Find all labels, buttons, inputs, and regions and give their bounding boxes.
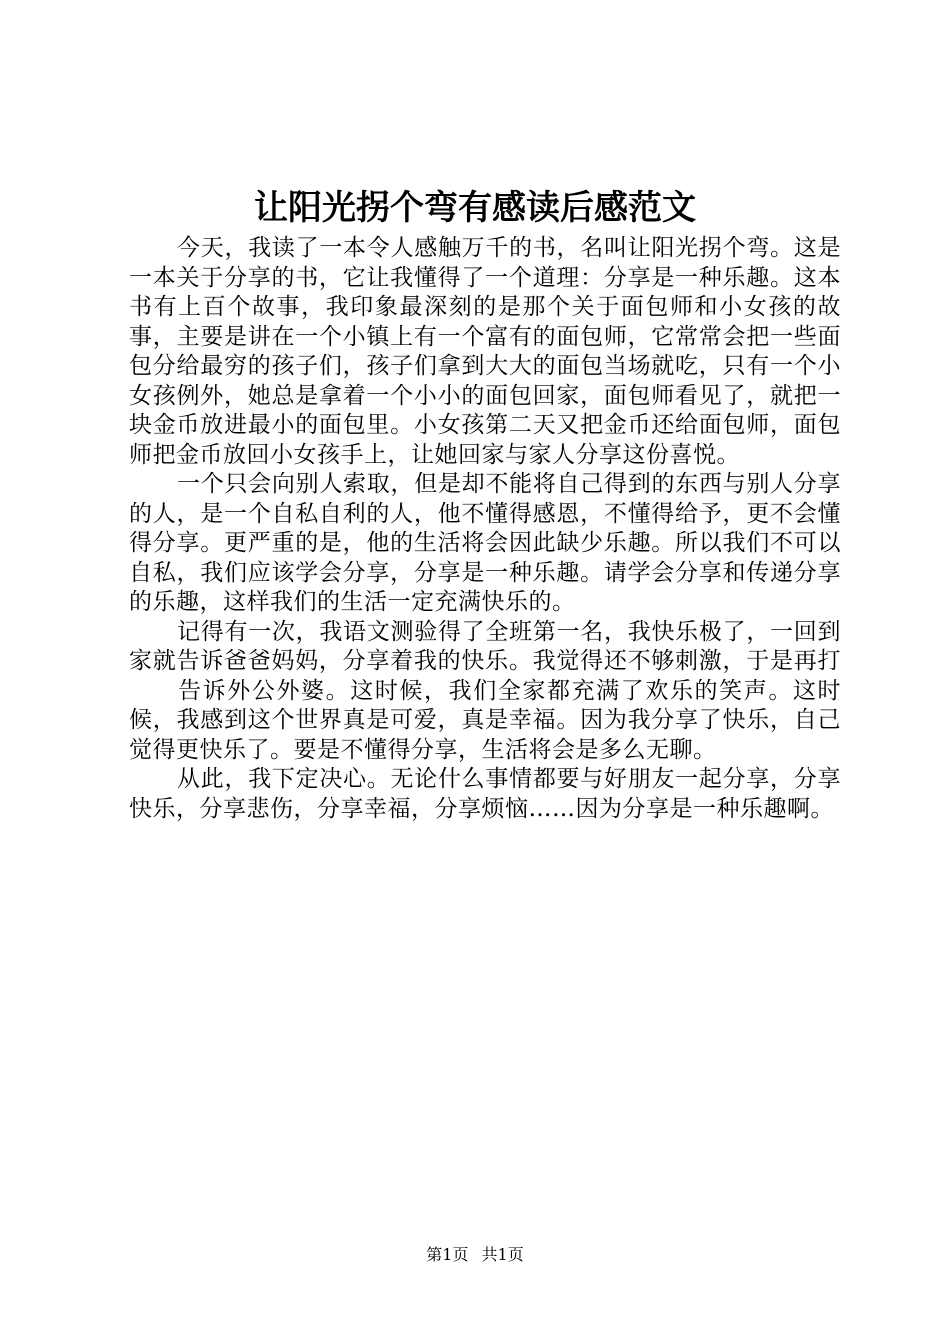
document-title: 让阳光拐个弯有感读后感范文 (254, 188, 696, 228)
paragraph-3-part-2: 告诉外公外婆。这时候，我们全家都充满了欢乐的笑声。这时候，我感到这个世界真是可爱，真是幸福。因为我分享了快乐，自己觉得更快乐了。要是不懂得分享，生活将会是多么无聊。 (129, 677, 841, 763)
page-total: 共1页 (481, 1245, 524, 1264)
page-footer (0, 1243, 950, 1267)
paragraph-1: 今天，我读了一本令人感触万千的书，名叫让阳光拐个弯。这是一本关于分享的书，它让我懂得了一个道理：分享是一种乐趣。这本书有上百个故事，我印象最深刻的是那个关于面包师和小女孩的故事，主要是讲在一个小镇上有一个富有的面包师，它常常会把一些面包分给最穷的孩子们，孩子们拿到大大的面包当场就吃，只有一个小女孩例外，她总是拿着一个小小的面包回家，面包师看见了，就把一块金币放进最小的面包里。小女孩第二天又把金币还给面包师，面包师把金币放回小女孩手上，让她回家与家人分享这份喜悦。 (129, 235, 841, 468)
paragraph-2: 一个只会向别人索取，但是却不能将自己得到的东西与别人分享的人，是一个自私自利的人，他不懂得感恩，不懂得给予，更不会懂得分享。更严重的是，他的生活将会因此缺少乐趣。所以我们不可以自私，我们应该学会分享，分享是一种乐趣。请学会分享和传递分享的乐趣，这样我们的生活一定充满快乐的。 (129, 471, 841, 615)
paragraph-3 (129, 618, 841, 766)
paragraph-4: 从此，我下定决心。无论什么事情都要与好朋友一起分享，分享快乐，分享悲伤，分享幸福，分享烦恼……因为分享是一种乐趣啊。 (129, 766, 841, 822)
document-body (129, 234, 841, 824)
page-number: 第1页 (426, 1245, 469, 1264)
paragraph-3-part-1: 记得有一次，我语文测验得了全班第一名，我快乐极了，一回到家就告诉爸爸妈妈，分享着我的快乐。我觉得还不够刺激，于是再打 (129, 618, 841, 674)
